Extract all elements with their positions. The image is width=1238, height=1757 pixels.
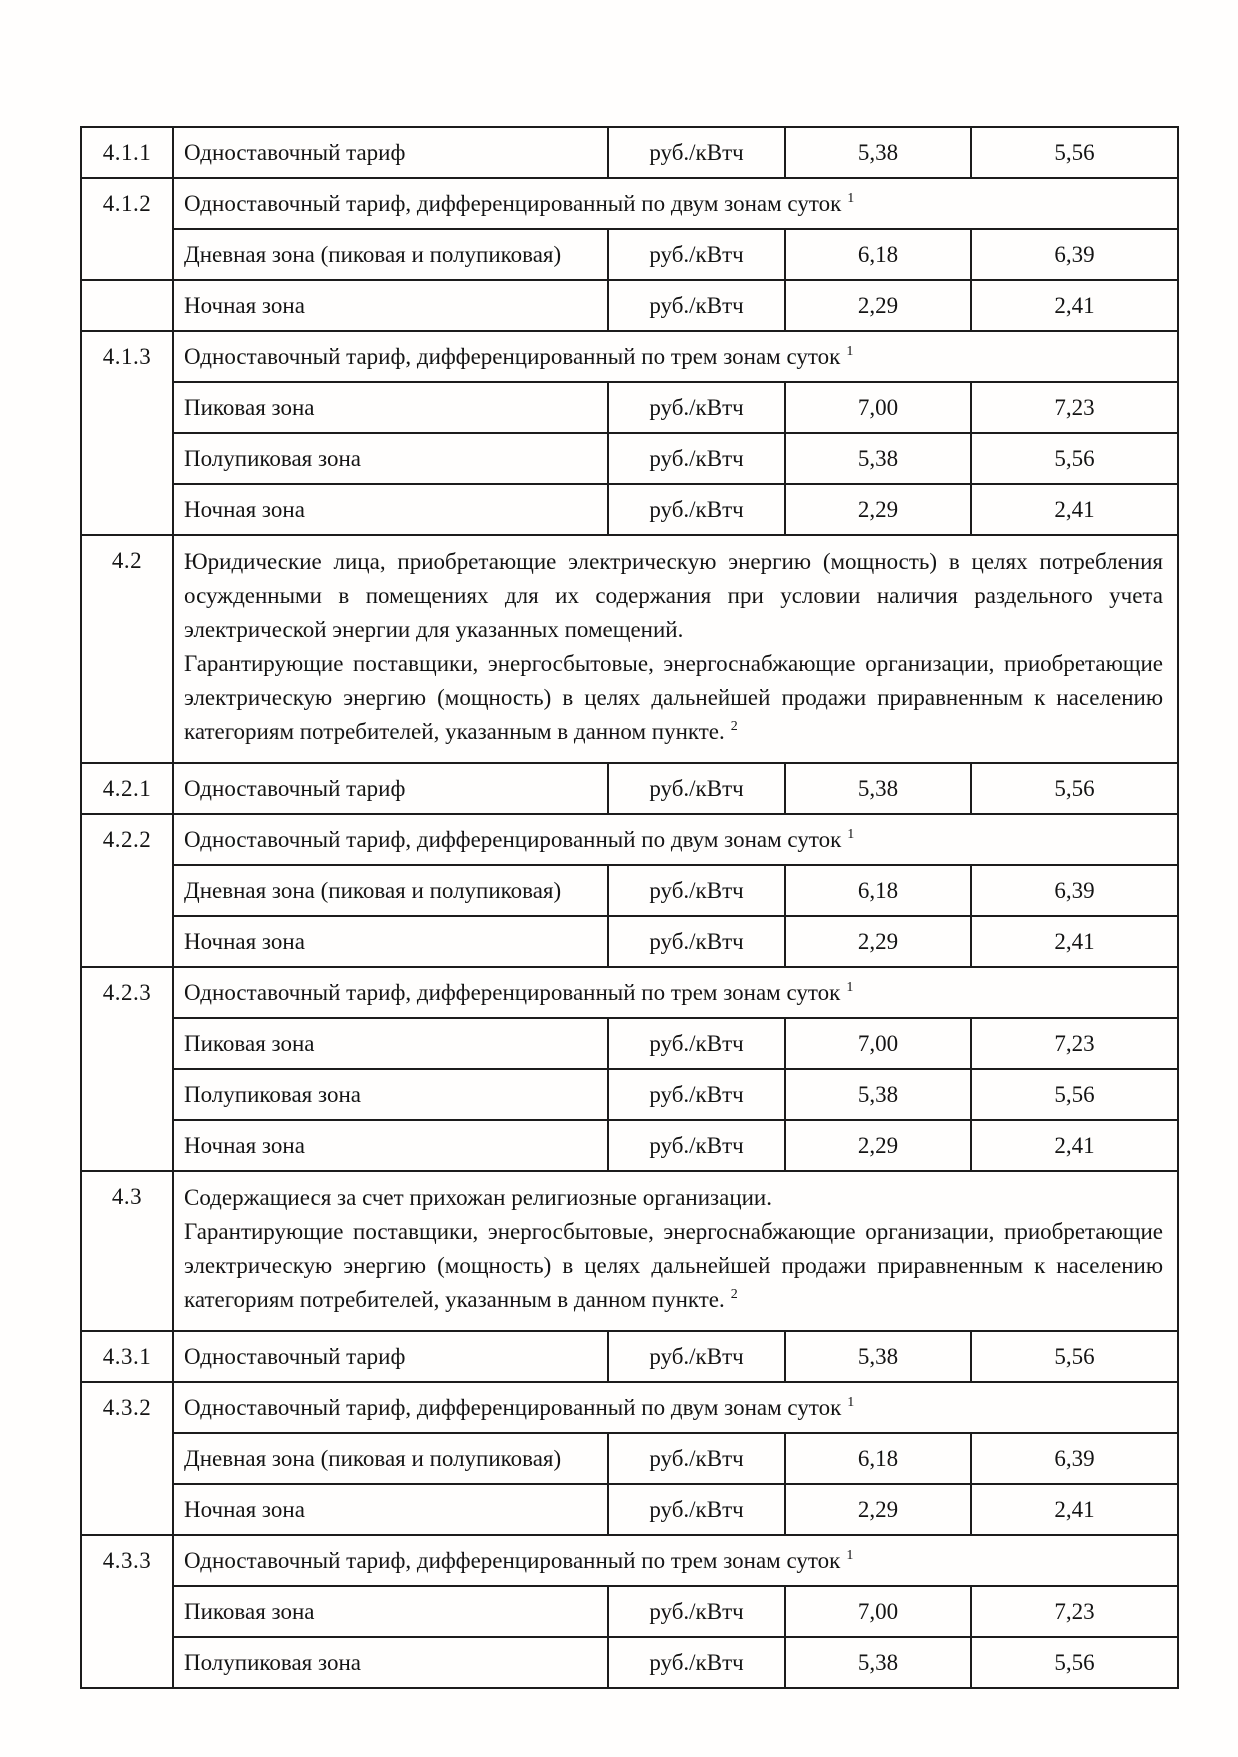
- table-row: [81, 331, 1178, 382]
- unit-cell: руб./кВтч: [608, 1069, 785, 1120]
- section-paragraph: Юридические лица, приобретающие электрическую энергию (мощность) в целях потребления осужденными в помещениях для их содержания при условии наличия раздельного учета электрической энергии для указанных помещений.: [184, 549, 1163, 642]
- footnote-marker: 2: [730, 719, 738, 735]
- tariff-group-header-text: Одноставочный тариф, дифференцированный по двум зонам суток: [184, 826, 842, 852]
- tariff-group-header-cell: [173, 967, 1178, 1018]
- unit-cell: руб./кВтч: [608, 1586, 785, 1637]
- value-2-cell: 2,41: [971, 280, 1178, 331]
- value-2-cell: 5,56: [971, 763, 1178, 814]
- tariff-group-header-text: Одноставочный тариф, дифференцированный по трем зонам суток: [184, 979, 841, 1005]
- value-2-cell: 6,39: [971, 229, 1178, 280]
- tariff-group-header-text: Одноставочный тариф, дифференцированный по трем зонам суток: [184, 343, 841, 369]
- tariff-group-header-cell: [173, 1535, 1178, 1586]
- footnote-marker: 1: [847, 826, 855, 842]
- table-row: [81, 280, 1178, 331]
- table-row: [81, 1535, 1178, 1586]
- unit-cell: руб./кВтч: [608, 1637, 785, 1688]
- tariff-name-cell: Одноставочный тариф: [173, 127, 608, 178]
- tariff-name-cell: Пиковая зона: [173, 382, 608, 433]
- footnote-marker: 1: [847, 190, 855, 206]
- row-number-cell: 4.3.3: [81, 1535, 173, 1688]
- row-number-cell: 4.3.2: [81, 1382, 173, 1535]
- value-1-cell: 2,29: [785, 916, 971, 967]
- value-2-cell: 5,56: [971, 127, 1178, 178]
- value-2-cell: 2,41: [971, 916, 1178, 967]
- unit-cell: руб./кВтч: [608, 1433, 785, 1484]
- table-row: [81, 1586, 1178, 1637]
- tariff-name-cell: Одноставочный тариф: [173, 763, 608, 814]
- value-1-cell: 2,29: [785, 1484, 971, 1535]
- tariff-name-cell: Дневная зона (пиковая и полупиковая): [173, 865, 608, 916]
- tariff-name-cell: Полупиковая зона: [173, 1069, 608, 1120]
- value-1-cell: 5,38: [785, 433, 971, 484]
- unit-cell: руб./кВтч: [608, 763, 785, 814]
- value-2-cell: 7,23: [971, 1586, 1178, 1637]
- row-number-cell: 4.3.1: [81, 1331, 173, 1382]
- value-2-cell: 2,41: [971, 1120, 1178, 1171]
- tariff-group-header-cell: [173, 178, 1178, 229]
- unit-cell: руб./кВтч: [608, 1484, 785, 1535]
- section-description-cell: [173, 535, 1178, 763]
- tariff-name-cell: Полупиковая зона: [173, 1637, 608, 1688]
- table-row: [81, 1433, 1178, 1484]
- footnote-marker: 1: [846, 343, 854, 359]
- value-2-cell: 5,56: [971, 1637, 1178, 1688]
- table-row: [81, 865, 1178, 916]
- section-paragraph-text: Гарантирующие поставщики, энергосбытовые, энергоснабжающие организации, приобретающие электрическую энергию (мощность) в целях дальнейшей продажи приравненным к населению категориям потребителей, указанным в данном пункте.: [184, 1219, 1163, 1312]
- value-1-cell: 2,29: [785, 1120, 971, 1171]
- value-1-cell: 5,38: [785, 1331, 971, 1382]
- table-row: [81, 1171, 1178, 1331]
- footnote-marker: 1: [846, 1547, 854, 1563]
- unit-cell: руб./кВтч: [608, 865, 785, 916]
- unit-cell: руб./кВтч: [608, 1120, 785, 1171]
- value-1-cell: 2,29: [785, 280, 971, 331]
- unit-cell: руб./кВтч: [608, 382, 785, 433]
- row-number-cell: 4.1.1: [81, 127, 173, 178]
- table-row: [81, 433, 1178, 484]
- tariff-table: [80, 126, 1179, 1689]
- value-2-cell: 2,41: [971, 484, 1178, 535]
- tariff-name-cell: Дневная зона (пиковая и полупиковая): [173, 1433, 608, 1484]
- table-row: [81, 229, 1178, 280]
- unit-cell: руб./кВтч: [608, 1018, 785, 1069]
- row-number-cell: 4.1.2: [81, 178, 173, 280]
- value-1-cell: 5,38: [785, 1069, 971, 1120]
- row-number-cell: 4.2.3: [81, 967, 173, 1171]
- value-1-cell: 5,38: [785, 127, 971, 178]
- value-2-cell: 6,39: [971, 1433, 1178, 1484]
- tariff-name-cell: Пиковая зона: [173, 1018, 608, 1069]
- row-number-cell: 4.1.3: [81, 331, 173, 535]
- tariff-name-cell: Ночная зона: [173, 280, 608, 331]
- value-1-cell: 6,18: [785, 1433, 971, 1484]
- section-paragraph: [184, 647, 1163, 749]
- value-2-cell: 5,56: [971, 1069, 1178, 1120]
- row-number-cell: 4.2.2: [81, 814, 173, 967]
- value-2-cell: 5,56: [971, 1331, 1178, 1382]
- table-row: [81, 763, 1178, 814]
- table-row: [81, 535, 1178, 763]
- tariff-name-cell: Ночная зона: [173, 484, 608, 535]
- section-paragraph: [184, 1215, 1163, 1317]
- value-1-cell: 7,00: [785, 1586, 971, 1637]
- value-1-cell: 6,18: [785, 865, 971, 916]
- tariff-name-cell: Полупиковая зона: [173, 433, 608, 484]
- unit-cell: руб./кВтч: [608, 433, 785, 484]
- tariff-name-cell: Пиковая зона: [173, 1586, 608, 1637]
- value-2-cell: 7,23: [971, 1018, 1178, 1069]
- value-2-cell: 5,56: [971, 433, 1178, 484]
- table-row: [81, 814, 1178, 865]
- tariff-group-header-text: Одноставочный тариф, дифференцированный по двум зонам суток: [184, 190, 842, 216]
- row-number-cell: 4.3: [81, 1171, 173, 1331]
- section-paragraph: Содержащиеся за счет прихожан религиозные организации.: [184, 1185, 772, 1210]
- table-row: [81, 967, 1178, 1018]
- unit-cell: руб./кВтч: [608, 127, 785, 178]
- table-row: [81, 1484, 1178, 1535]
- value-1-cell: 6,18: [785, 229, 971, 280]
- table-row: [81, 1637, 1178, 1688]
- row-number-cell: 4.2.1: [81, 763, 173, 814]
- tariff-group-header-cell: [173, 331, 1178, 382]
- tariff-name-cell: Ночная зона: [173, 1120, 608, 1171]
- unit-cell: руб./кВтч: [608, 916, 785, 967]
- table-row: [81, 178, 1178, 229]
- section-paragraph-text: Гарантирующие поставщики, энергосбытовые, энергоснабжающие организации, приобретающие электрическую энергию (мощность) в целях дальнейшей продажи приравненным к населению категориям потребителей, указанным в данном пункте.: [184, 651, 1163, 744]
- footnote-marker: 2: [730, 1287, 738, 1303]
- unit-cell: руб./кВтч: [608, 484, 785, 535]
- value-2-cell: 2,41: [971, 1484, 1178, 1535]
- table-row: [81, 916, 1178, 967]
- row-number-cell: 4.2: [81, 535, 173, 763]
- unit-cell: руб./кВтч: [608, 229, 785, 280]
- tariff-group-header-cell: [173, 1382, 1178, 1433]
- unit-cell: руб./кВтч: [608, 1331, 785, 1382]
- tariff-group-header-text: Одноставочный тариф, дифференцированный по двум зонам суток: [184, 1394, 842, 1420]
- tariff-name-cell: Ночная зона: [173, 916, 608, 967]
- table-row: [81, 1382, 1178, 1433]
- value-1-cell: 5,38: [785, 1637, 971, 1688]
- value-2-cell: 6,39: [971, 865, 1178, 916]
- value-1-cell: 2,29: [785, 484, 971, 535]
- footnote-marker: 1: [847, 1394, 855, 1410]
- table-row: [81, 382, 1178, 433]
- table-row: [81, 1120, 1178, 1171]
- unit-cell: руб./кВтч: [608, 280, 785, 331]
- tariff-name-cell: Ночная зона: [173, 1484, 608, 1535]
- value-1-cell: 7,00: [785, 382, 971, 433]
- table-row: [81, 484, 1178, 535]
- value-1-cell: 5,38: [785, 763, 971, 814]
- tariff-name-cell: Дневная зона (пиковая и полупиковая): [173, 229, 608, 280]
- table-row: [81, 1069, 1178, 1120]
- value-1-cell: 7,00: [785, 1018, 971, 1069]
- table-row: [81, 1018, 1178, 1069]
- tariff-group-header-text: Одноставочный тариф, дифференцированный по трем зонам суток: [184, 1547, 841, 1573]
- section-description-cell: [173, 1171, 1178, 1331]
- table-row: [81, 1331, 1178, 1382]
- row-number-cell-empty: [81, 280, 173, 331]
- tariff-name-cell: Одноставочный тариф: [173, 1331, 608, 1382]
- table-row: [81, 127, 1178, 178]
- value-2-cell: 7,23: [971, 382, 1178, 433]
- footnote-marker: 1: [846, 979, 854, 995]
- tariff-group-header-cell: [173, 814, 1178, 865]
